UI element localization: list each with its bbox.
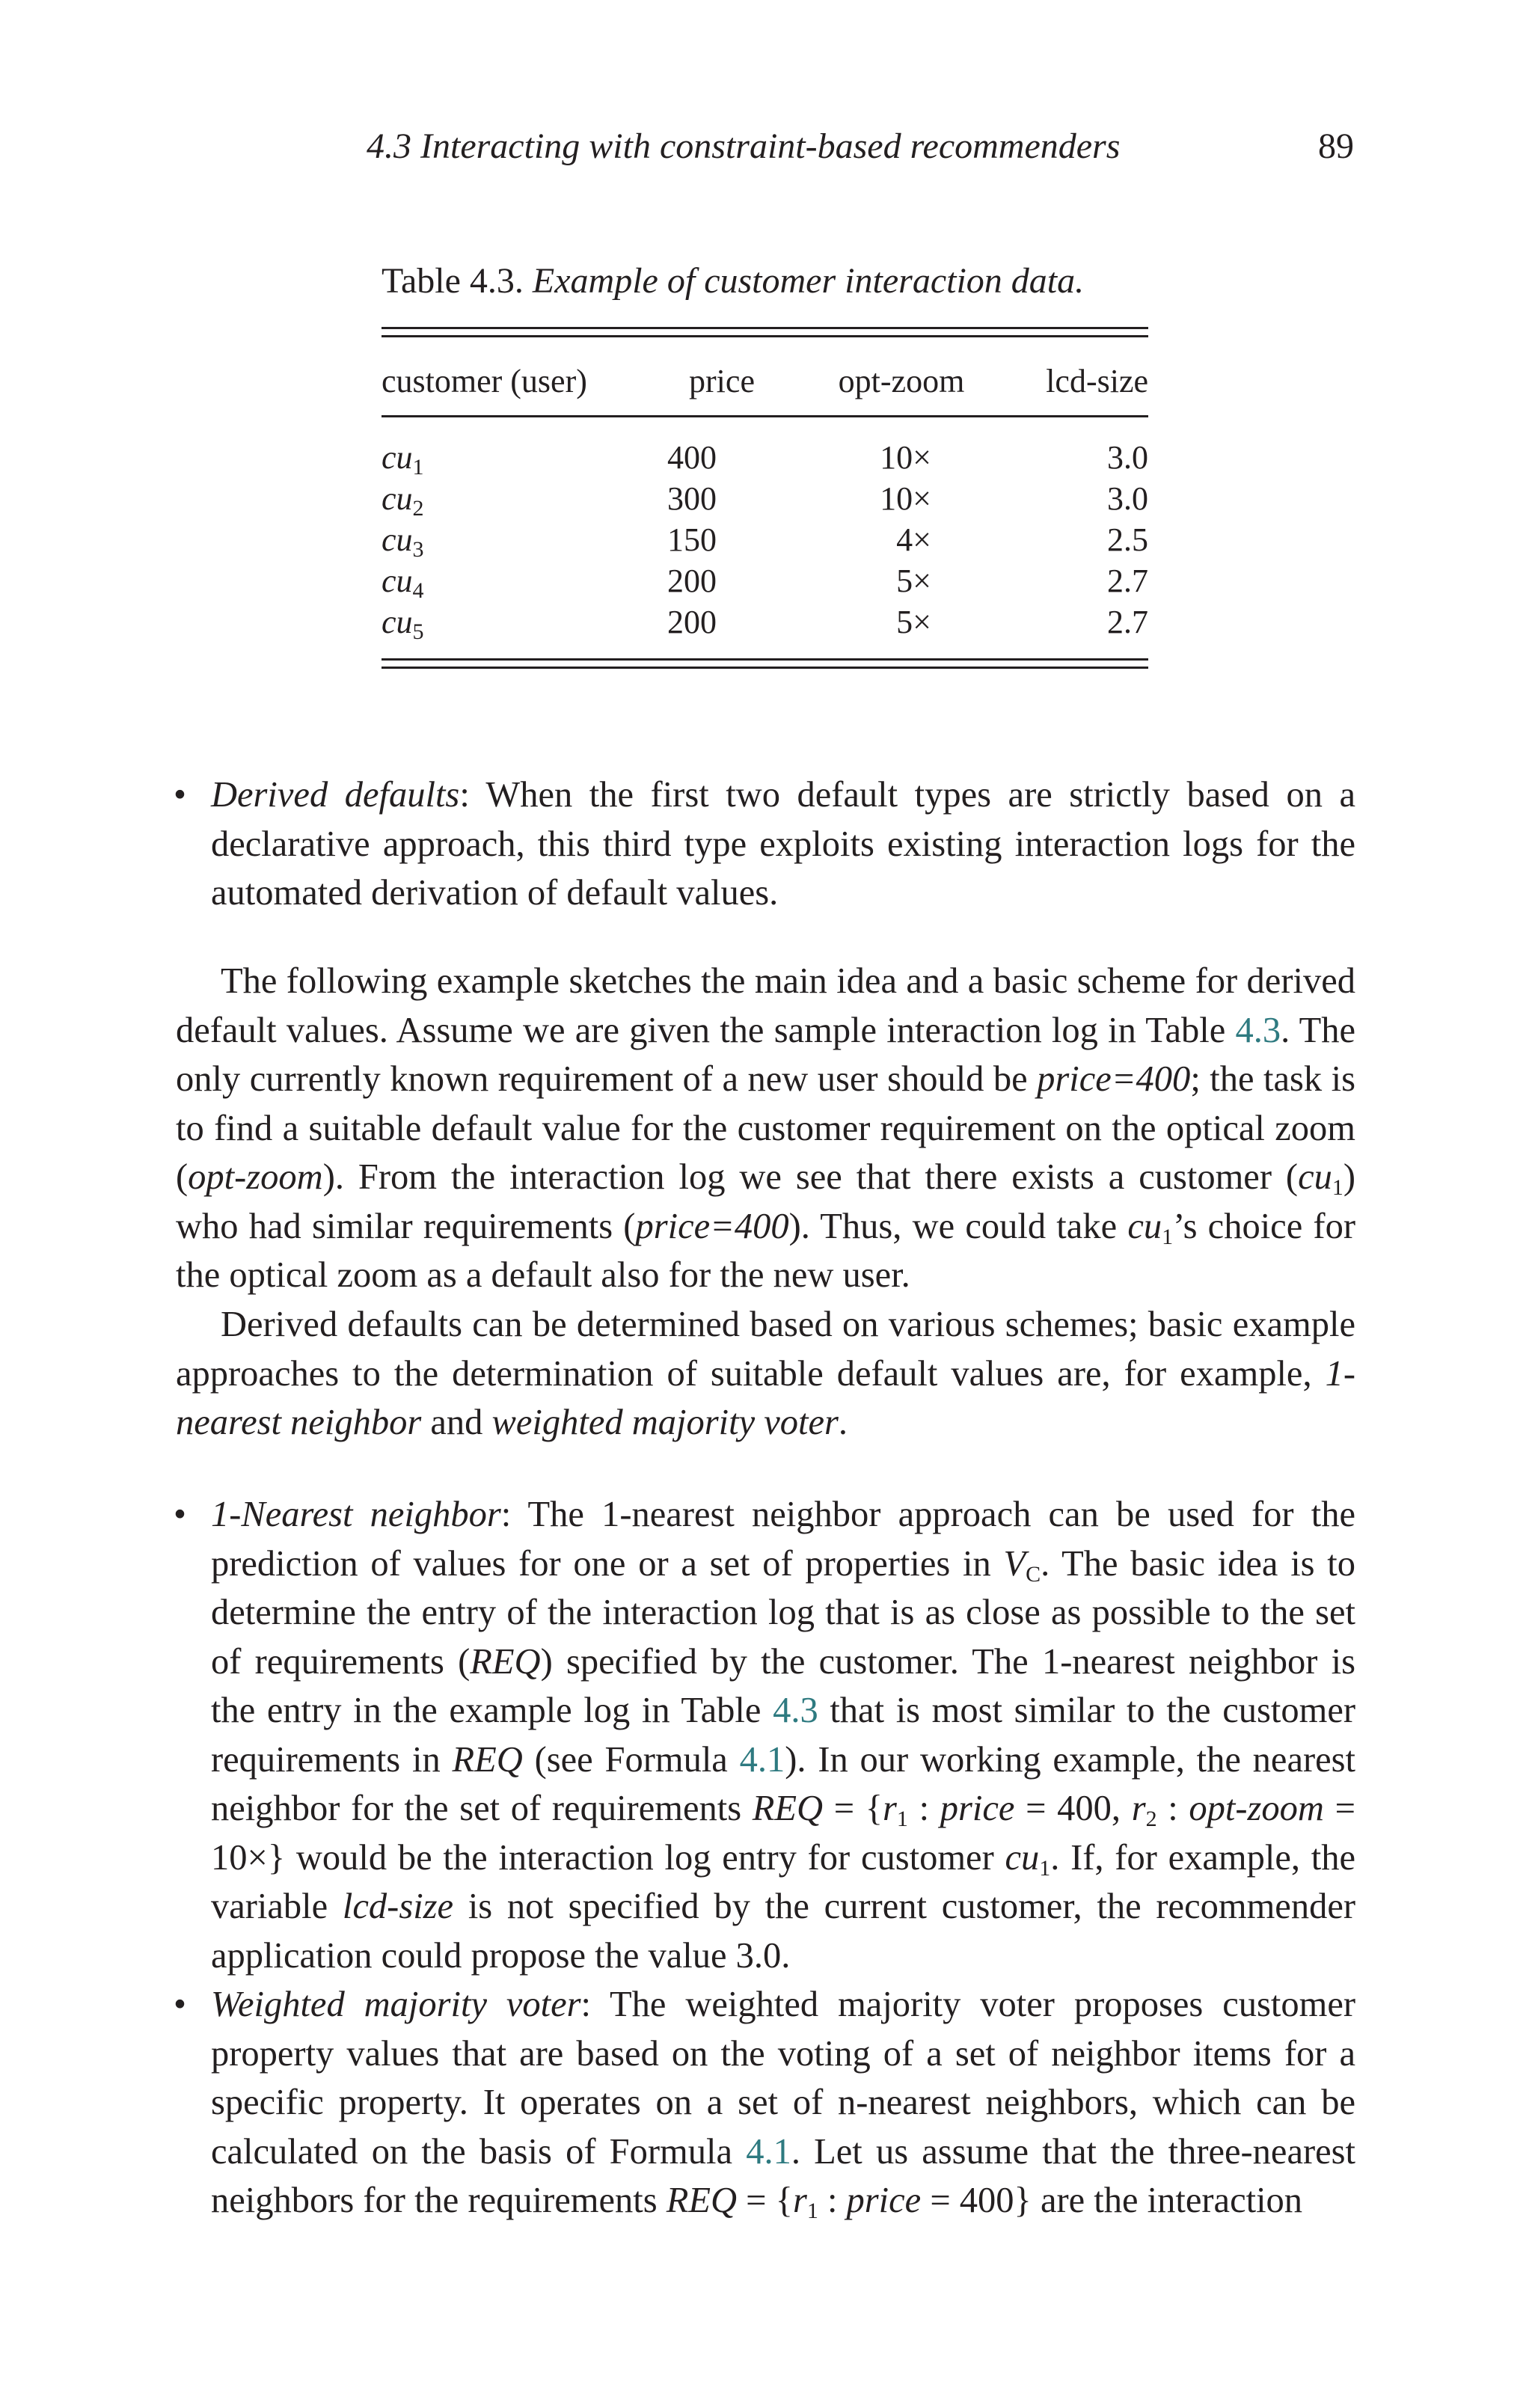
table-header-rule [382,415,1148,417]
page-number: 89 [1318,126,1354,166]
bullet-mark: • [174,775,186,815]
column-header-opt-zoom: opt-zoom [838,363,965,399]
bullet-derived-defaults [174,771,1355,918]
table-cell-lcd-size: 2.7 [1107,604,1148,640]
table-cell-customer: $cu_5$ [382,604,424,644]
table-row [382,438,1148,480]
table-row [382,480,1148,521]
bullet-mark: • [174,1985,186,2024]
table-row [382,521,1148,563]
term-derived-defaults: Derived defaults [211,775,460,815]
table-cell-lcd-size: 2.5 [1107,521,1148,558]
table-title: Example of customer interaction data. [532,261,1085,301]
table-top-rule [382,327,1148,329]
table-cell-opt-zoom: 10× [880,439,931,476]
table-cell-customer: $cu_2$ [382,480,424,521]
formula-ref-link[interactable]: 4.1 [746,2131,791,2172]
bullet-weighted-majority-voter [174,1980,1355,2225]
table-cell-lcd-size: 2.7 [1107,563,1148,599]
bullet-nearest-neighbor [174,1490,1355,1980]
table-cell-price: 150 [667,521,717,558]
table-top-rule-2 [382,335,1148,337]
column-header-price: price [689,363,755,399]
table-cell-lcd-size: 3.0 [1107,439,1148,476]
column-header-customer: customer (user) [382,363,587,399]
bullet-mark: • [174,1495,186,1534]
bullet-text: Derived defaults: When the first two default types are strictly based on a declarative approach, this third type exploits existing interaction logs for the automated derivation of default values. [211,775,1356,913]
table-ref-link[interactable]: 4.3 [1235,1010,1281,1050]
table-cell-customer: $cu_1$ [382,439,424,480]
paragraph-derived-example: The following example sketches the main idea and a basic scheme for derived default values. Assume we are given the sample interaction log in Table 4.3. The only currently known requirement of a new user should be price=400; the task is to find a suitable default value for the customer requirement on the optical zoom (opt-zoom). From the interaction log we see that there exists a customer $(cu_1)$ who had similar requirements (price=400). Thus, we could take $cu_1’s$ choice for the optical zoom as a default also for the new user. [176,961,1355,1295]
table-caption [382,260,1084,301]
table-header-row [382,362,1148,404]
table-cell-price: 200 [667,604,717,640]
table-cell-price: 400 [667,439,717,476]
formula-ref-link[interactable]: 4.1 [739,1739,785,1780]
table-ref-link[interactable]: 4.3 [773,1691,818,1730]
table-cell-opt-zoom: 4× [896,521,931,558]
table-cell-price: 300 [667,480,717,517]
table-cell-customer: $cu_3$ [382,521,424,562]
table-cell-opt-zoom: 5× [896,604,931,640]
table-bottom-rule-2 [382,667,1148,669]
table-cell-opt-zoom: 10× [880,480,931,517]
bullet-text: Weighted majority voter: The weighted majority voter proposes customer property values that are based on the voting of a set of neighbor items for a specific property. It operates on a set of n-nearest neighbors, which can be calculated on the basis of Formula 4.1. Let us assume that the three-nearest neighbors for the requirements REQ = {$r_1$ : price = 400} are the interaction [211,1985,1356,2223]
table-cell-customer: $cu_4$ [382,563,424,603]
table-bottom-rule [382,658,1148,661]
bullet-text: 1-Nearest neighbor: The 1-nearest neighbor approach can be used for the prediction of values for one or a set of properties in $V_C$. The basic idea is to determine the entry of the interaction log that is as close as possible to the set of requirements (REQ) specified by the customer. The 1-nearest neighbor is the entry in the example log in Table 4.3 that is most similar to the customer requirements in REQ (see Formula 4.1). In our working example, the nearest neighbor for the set of requirements REQ = {$r_1$ : price = 400, $r_2$ : opt-zoom = 10×} would be the interaction log entry for customer $cu_1$. If, for example, the variable lcd-size is not specified by the current customer, the recommender application could propose the value 3.0. [211,1495,1356,1976]
table-cell-lcd-size: 3.0 [1107,480,1148,517]
table-cell-opt-zoom: 5× [896,563,931,599]
table-row [382,603,1148,645]
column-header-lcd-size: lcd-size [1046,363,1148,399]
paragraph-derived-schemes: Derived defaults can be determined based on various schemes; basic example approaches to the determination of suitable default values are, for example, 1-nearest neighbor and weighted majority voter. [176,1305,1355,1442]
running-header-title: 4.3 Interacting with constraint-based recommenders [367,126,1121,166]
table-row [382,562,1148,604]
table-label: Table 4.3. [382,261,524,301]
table-cell-price: 200 [667,563,717,599]
